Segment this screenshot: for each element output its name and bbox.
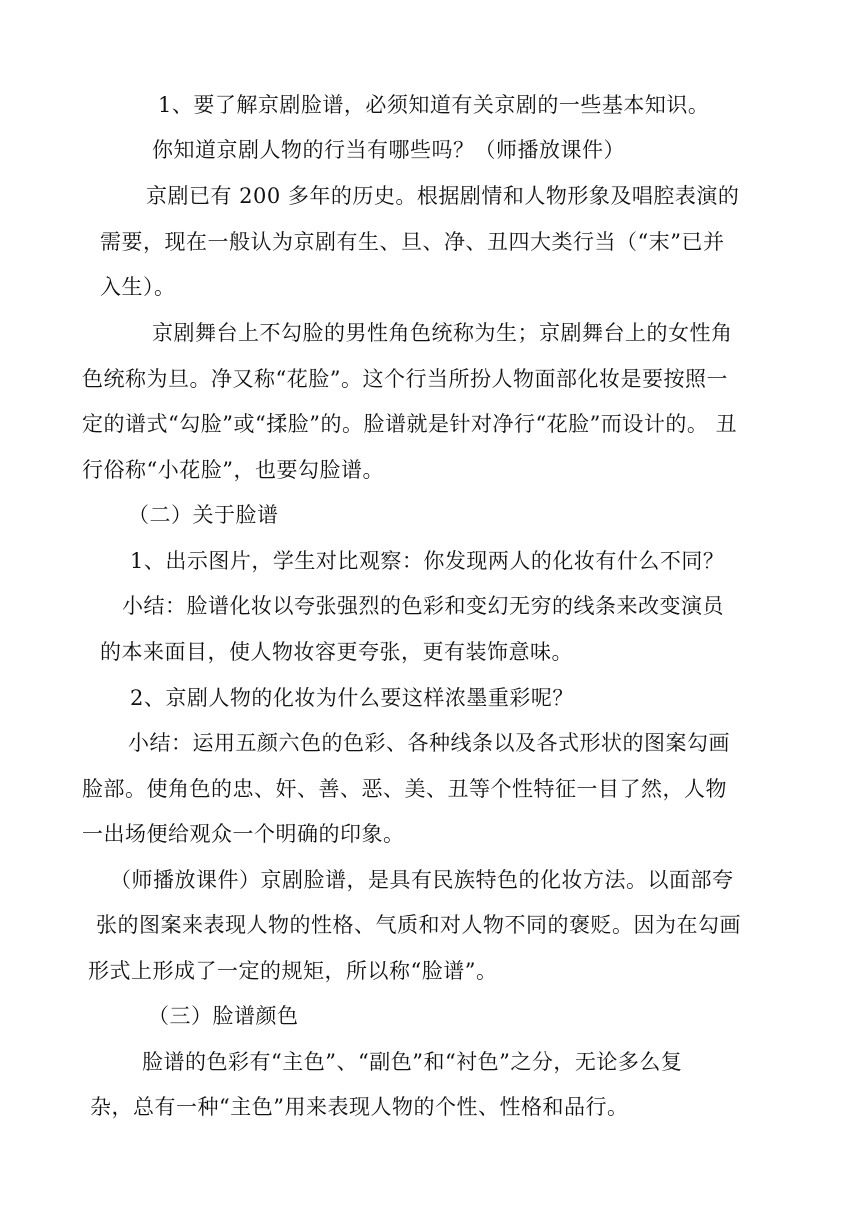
text-line: 需要，现在一般认为京剧有生、旦、净、丑四大类行当（“末”已并	[100, 230, 725, 254]
text-line: 张的图案来表现人物的性格、气质和对人物不同的褒贬。因为在勾画	[96, 913, 741, 937]
text-line: 入生）。	[100, 275, 176, 299]
text-line: 脸部。使角色的忠、奸、善、恶、美、丑等个性特征一目了然，人物	[82, 777, 727, 801]
text-line: 小结：运用五颜六色的色彩、各种线条以及各式形状的图案勾画	[128, 731, 730, 755]
section-heading: （三）脸谱颜色	[148, 1004, 299, 1028]
text-line: 1、要了解京剧脸谱，必须知道有关京剧的一些基本知识。	[158, 93, 710, 117]
text-line: 1、出示图片，学生对比观察：你发现两人的化妆有什么不同？	[130, 549, 725, 573]
text-line: 定的谱式“勾脸”或“揉脸”的。脸谱就是针对净行“花脸”而设计的。 丑	[82, 412, 738, 436]
text-line: 色统称为旦。净又称“花脸”。这个行当所扮人物面部化妆是要按照一	[82, 367, 728, 391]
text-line: 你知道京剧人物的行当有哪些吗？（师播放课件）	[152, 138, 625, 162]
text-line: 形式上形成了一定的规矩，所以称“脸谱”。	[88, 959, 498, 983]
text-line: （师播放课件）京剧脸谱，是具有民族特色的化妆方法。以面部夸	[110, 868, 734, 892]
text-line: 2、京剧人物的化妆为什么要这样浓墨重彩呢？	[130, 686, 574, 710]
text-line: 一出场便给观众一个明确的印象。	[82, 822, 405, 846]
text-line: 小结：脸谱化妆以夸张强烈的色彩和变幻无穷的线条来改变演员	[122, 594, 724, 618]
text-line: 脸谱的色彩有“主色”、“副色”和“衬色”之分，无论多么复	[142, 1050, 683, 1074]
section-heading: （二）关于脸谱	[128, 503, 279, 527]
text-line: 的本来面目，使人物妆容更夸张，更有装饰意味。	[100, 640, 573, 664]
text-line: 京剧已有 200 多年的历史。根据剧情和人物形象及唱腔表演的	[146, 184, 740, 208]
text-line: 京剧舞台上不勾脸的男性角色统称为生；京剧舞台上的女性角	[152, 321, 733, 345]
text-line: 行俗称“小花脸”，也要勾脸谱。	[82, 458, 384, 482]
text-line: 杂，总有一种“主色”用来表现人物的个性、性格和品行。	[90, 1095, 629, 1119]
